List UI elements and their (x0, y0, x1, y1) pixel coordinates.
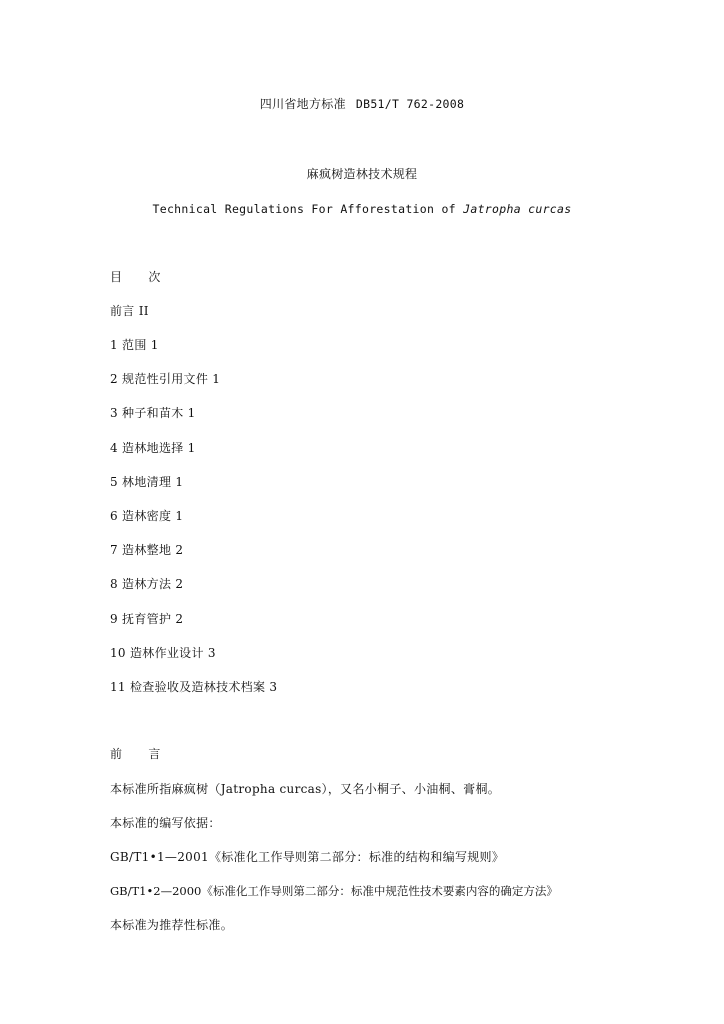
english-title-prefix: Technical Regulations For Afforestation of (152, 202, 464, 216)
toc-heading-char-2: 次 (148, 270, 161, 284)
foreword-paragraph: GB/T1•1—2001《标准化工作导则第二部分：标准的结构和编写规则》 (110, 850, 505, 864)
foreword-heading-char-2: 言 (148, 747, 161, 761)
document-title-chinese: 麻疯树造林技术规程 (306, 167, 418, 181)
foreword-paragraph: 本标准所指麻疯树（Jatropha curcas），又名小桐子、小油桐、膏桐。 (110, 782, 501, 796)
toc-item: 10 造林作业设计 3 (110, 646, 216, 660)
toc-item: 7 造林整地 2 (110, 543, 184, 557)
document-title-english (0, 201, 724, 217)
toc-item: 4 造林地选择 1 (110, 441, 196, 455)
standard-header (0, 96, 724, 112)
toc-heading-char-1: 目 (110, 270, 123, 284)
english-title-species: Jatropha curcas (463, 202, 572, 216)
toc-item: 前言 II (110, 304, 149, 318)
foreword-paragraph: GB/T1•2—2000《标准化工作导则第二部分：标准中规范性技术要素内容的确定方法》 (110, 884, 558, 898)
toc-item: 8 造林方法 2 (110, 577, 184, 591)
toc-item: 9 抚育管护 2 (110, 612, 184, 626)
toc-heading (110, 269, 161, 285)
foreword-paragraph: 本标准为推荐性标准。 (110, 918, 234, 932)
foreword-heading (110, 746, 161, 762)
standard-code: DB51/T 762-2008 (355, 97, 465, 111)
foreword-heading-char-1: 前 (110, 747, 123, 761)
standard-label: 四川省地方标准 (259, 97, 346, 111)
toc-item: 2 规范性引用文件 1 (110, 372, 221, 386)
toc-item: 3 种子和苗木 1 (110, 406, 196, 420)
toc-item: 5 林地清理 1 (110, 475, 184, 489)
toc-item: 11 检查验收及造林技术档案 3 (110, 680, 278, 694)
toc-item: 6 造林密度 1 (110, 509, 184, 523)
foreword-paragraph: 本标准的编写依据： (110, 816, 221, 830)
toc-item: 1 范围 1 (110, 338, 159, 352)
